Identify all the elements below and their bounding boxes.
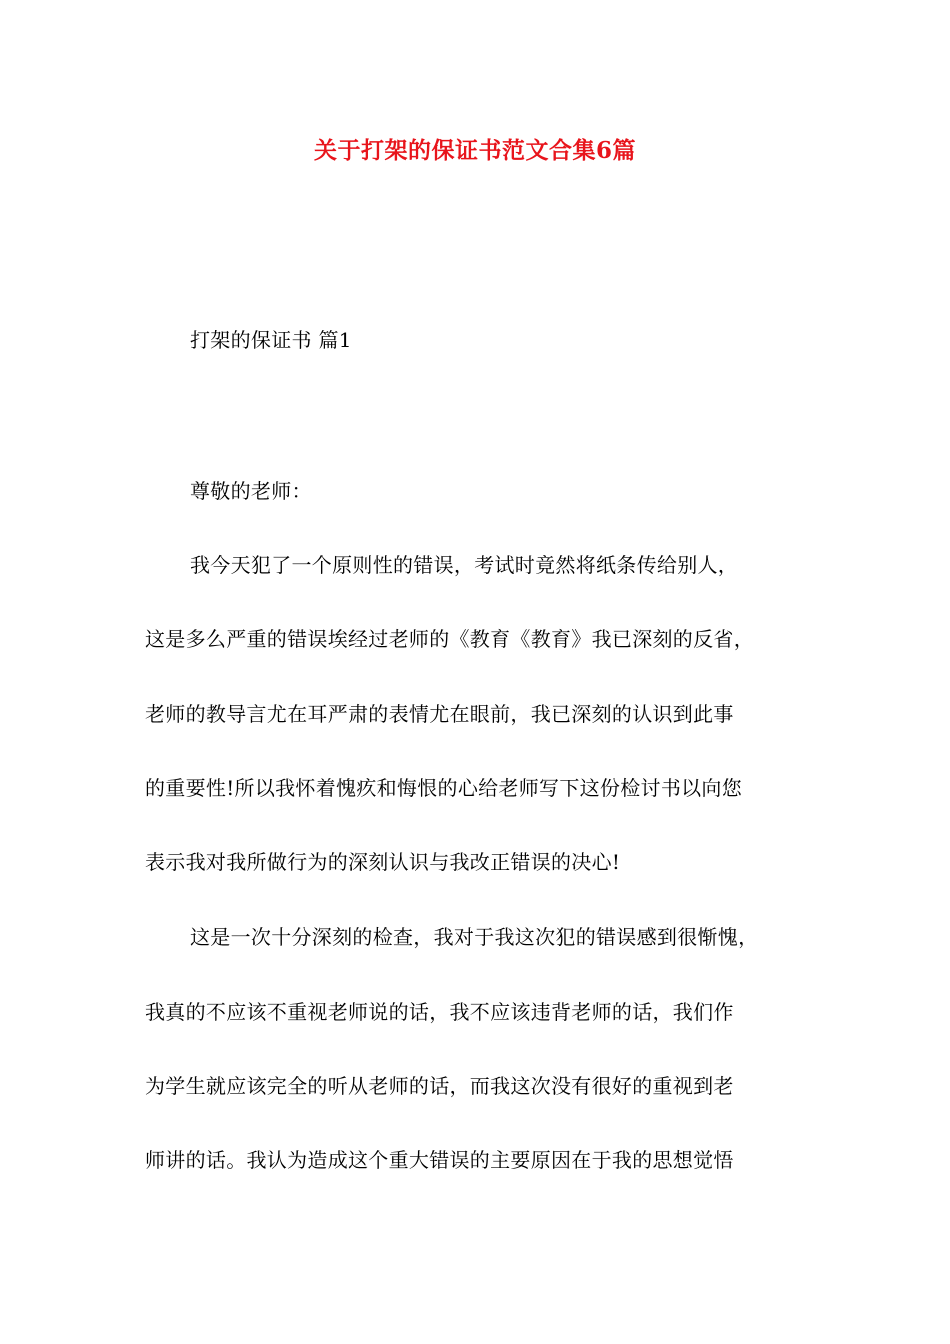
paragraph-line: 的重要性!所以我怀着愧疚和悔恨的心给老师写下这份检讨书以向您 bbox=[145, 776, 743, 800]
paragraph-line: 这是一次十分深刻的检查，我对于我这次犯的错误感到很惭愧， bbox=[190, 925, 759, 949]
paragraph-line: 师讲的话。我认为造成这个重大错误的主要原因在于我的思想觉悟 bbox=[145, 1148, 734, 1172]
salutation: 尊敬的老师： bbox=[190, 479, 312, 503]
paragraph-line: 表示我对我所做行为的深刻认识与我改正错误的决心! bbox=[145, 850, 621, 874]
paragraph-line: 我真的不应该不重视老师说的话，我不应该违背老师的话，我们作 bbox=[145, 1000, 734, 1024]
paragraph-line: 为学生就应该完全的听从老师的话，而我这次没有很好的重视到老 bbox=[145, 1074, 734, 1098]
paragraph-line: 这是多么严重的错误埃经过老师的《教育《教育》我已深刻的反省， bbox=[145, 627, 754, 651]
section-heading: 打架的保证书 篇1 bbox=[190, 328, 352, 352]
paragraph-line: 老师的教导言尤在耳严肃的表情尤在眼前，我已深刻的认识到此事 bbox=[145, 702, 734, 726]
document-title: 关于打架的保证书范文合集6篇 bbox=[313, 137, 636, 164]
paragraph-line: 我今天犯了一个原则性的错误，考试时竟然将纸条传给别人， bbox=[190, 553, 739, 577]
